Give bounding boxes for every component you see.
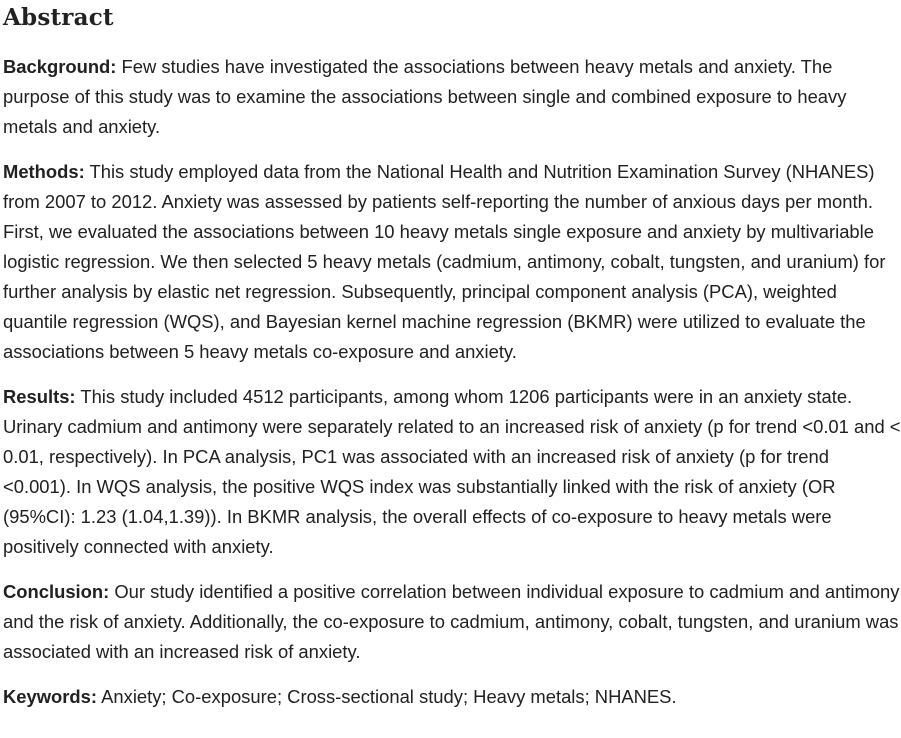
methods-label: Methods: (3, 161, 85, 182)
keywords-text: Anxiety; Co-exposure; Cross-sectional study; Heavy metals; NHANES. (97, 686, 677, 707)
conclusion-text: Our study identified a positive correlation between individual exposure to cadmium and antimony and the risk of anxiety. Additionally, the co-exposure to cadmium, antimony, cobalt, tungsten, and uranium was associated with an increased risk of anxiety. (3, 581, 900, 662)
results-label: Results: (3, 386, 76, 407)
results-paragraph (3, 382, 901, 562)
conclusion-label: Conclusion: (3, 581, 110, 602)
abstract-heading: Abstract (3, 4, 114, 31)
background-paragraph (3, 52, 901, 142)
methods-text: This study employed data from the National Health and Nutrition Examination Survey (NHANES) from 2007 to 2012. Anxiety was assessed by patients self-reporting the number of anxious days per month. First, we evaluated the associations between 10 heavy metals single exposure and anxiety by multivariable logistic regression. We then selected 5 heavy metals (cadmium, antimony, cobalt, tungsten, and uranium) for further analysis by elastic net regression. Subsequently, principal component analysis (PCA), weighted quantile regression (WQS), and Bayesian kernel machine regression (BKMR) were utilized to evaluate the associations between 5 heavy metals co-exposure and anxiety. (3, 161, 886, 362)
results-text: This study included 4512 participants, among whom 1206 participants were in an anxiety state. Urinary cadmium and antimony were separately related to an increased risk of anxiety (p for trend <0.01 and < 0.01, respectively). In PCA analysis, PC1 was associated with an increased risk of anxiety (p for trend <0.001). In WQS analysis, the positive WQS index was substantially linked with the risk of anxiety (OR (95%CI): 1.23 (1.04,1.39)). In BKMR analysis, the overall effects of co-exposure to heavy metals were positively connected with anxiety. (3, 386, 901, 557)
abstract-container (3, 0, 901, 712)
methods-paragraph (3, 157, 901, 367)
background-label: Background: (3, 56, 117, 77)
keywords-label: Keywords: (3, 686, 98, 707)
background-text: Few studies have investigated the associations between heavy metals and anxiety. The purpose of this study was to examine the associations between single and combined exposure to heavy metals and anxiety. (3, 56, 847, 137)
conclusion-paragraph (3, 577, 901, 667)
keywords-paragraph (3, 682, 901, 712)
